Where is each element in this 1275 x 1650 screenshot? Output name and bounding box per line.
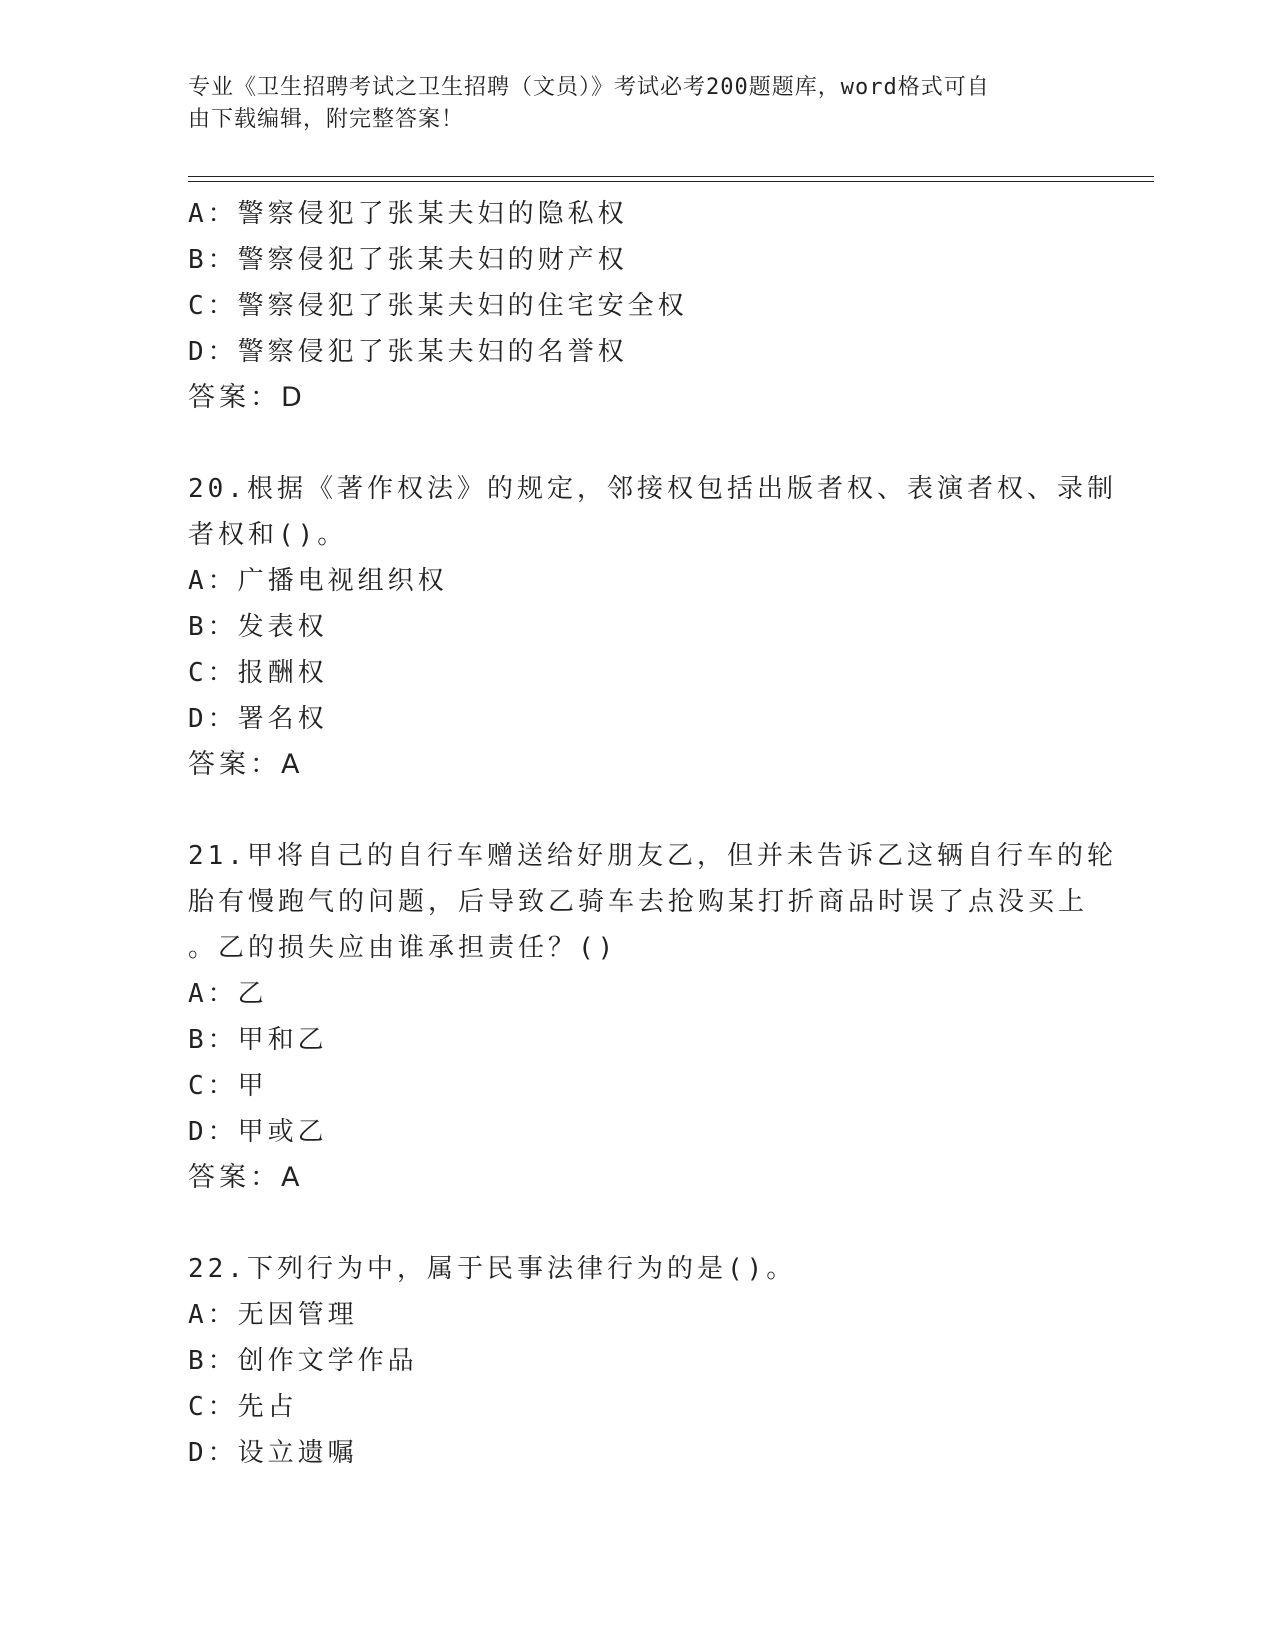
option-c: C：报酬权: [188, 658, 328, 688]
header-line-1: 专业《卫生招聘考试之卫生招聘（文员）》考试必考200题题库，word格式可自: [188, 75, 990, 100]
option-a: A：乙: [188, 979, 268, 1009]
option-d: D：警察侵犯了张某夫妇的名誉权: [188, 337, 628, 367]
document-header: [188, 72, 1088, 136]
question-19: [188, 191, 1088, 421]
question-stem-line: 。乙的损失应由谁承担责任？(): [188, 933, 618, 963]
option-d: D：甲或乙: [188, 1117, 328, 1147]
answer-line: 答案：A: [188, 1162, 304, 1193]
question-22: [188, 1246, 1088, 1476]
question-stem-line: 胎有慢跑气的问题，后导致乙骑车去抢购某打折商品时误了点没买上: [188, 887, 1089, 917]
option-a: A：无因管理: [188, 1300, 358, 1330]
option-b: B：创作文学作品: [188, 1346, 418, 1376]
spacer: [188, 1201, 1088, 1246]
spacer: [188, 421, 1088, 466]
option-c: C：甲: [188, 1071, 268, 1101]
header-divider-top: [188, 176, 1154, 177]
option-c: C：警察侵犯了张某夫妇的住宅安全权: [188, 291, 688, 321]
option-b: B：发表权: [188, 612, 328, 642]
header-divider-bottom: [188, 181, 1154, 182]
header-line-2: 由下载编辑，附完整答案！: [188, 107, 465, 132]
answer-line: 答案：A: [188, 749, 304, 780]
spacer: [188, 788, 1088, 833]
option-b: B：甲和乙: [188, 1025, 328, 1055]
question-20: [188, 466, 1117, 788]
question-stem-line: 22.下列行为中，属于民事法律行为的是()。: [188, 1254, 797, 1284]
option-a: A：广播电视组织权: [188, 566, 448, 596]
option-c: C：先占: [188, 1392, 298, 1422]
question-list: [188, 191, 1117, 1476]
option-d: D：署名权: [188, 704, 328, 734]
question-21: [188, 833, 1117, 1201]
question-stem-line: 20.根据《著作权法》的规定，邻接权包括出版者权、表演者权、录制: [188, 474, 1117, 504]
answer-line: 答案：D: [188, 382, 306, 413]
option-a: A：警察侵犯了张某夫妇的隐私权: [188, 199, 628, 229]
question-stem-line: 21.甲将自己的自行车赠送给好朋友乙，但并未告诉乙这辆自行车的轮: [188, 841, 1117, 871]
option-d: D：设立遗嘱: [188, 1438, 358, 1468]
question-stem-line: 者权和()。: [188, 520, 348, 550]
option-b: B：警察侵犯了张某夫妇的财产权: [188, 245, 628, 275]
